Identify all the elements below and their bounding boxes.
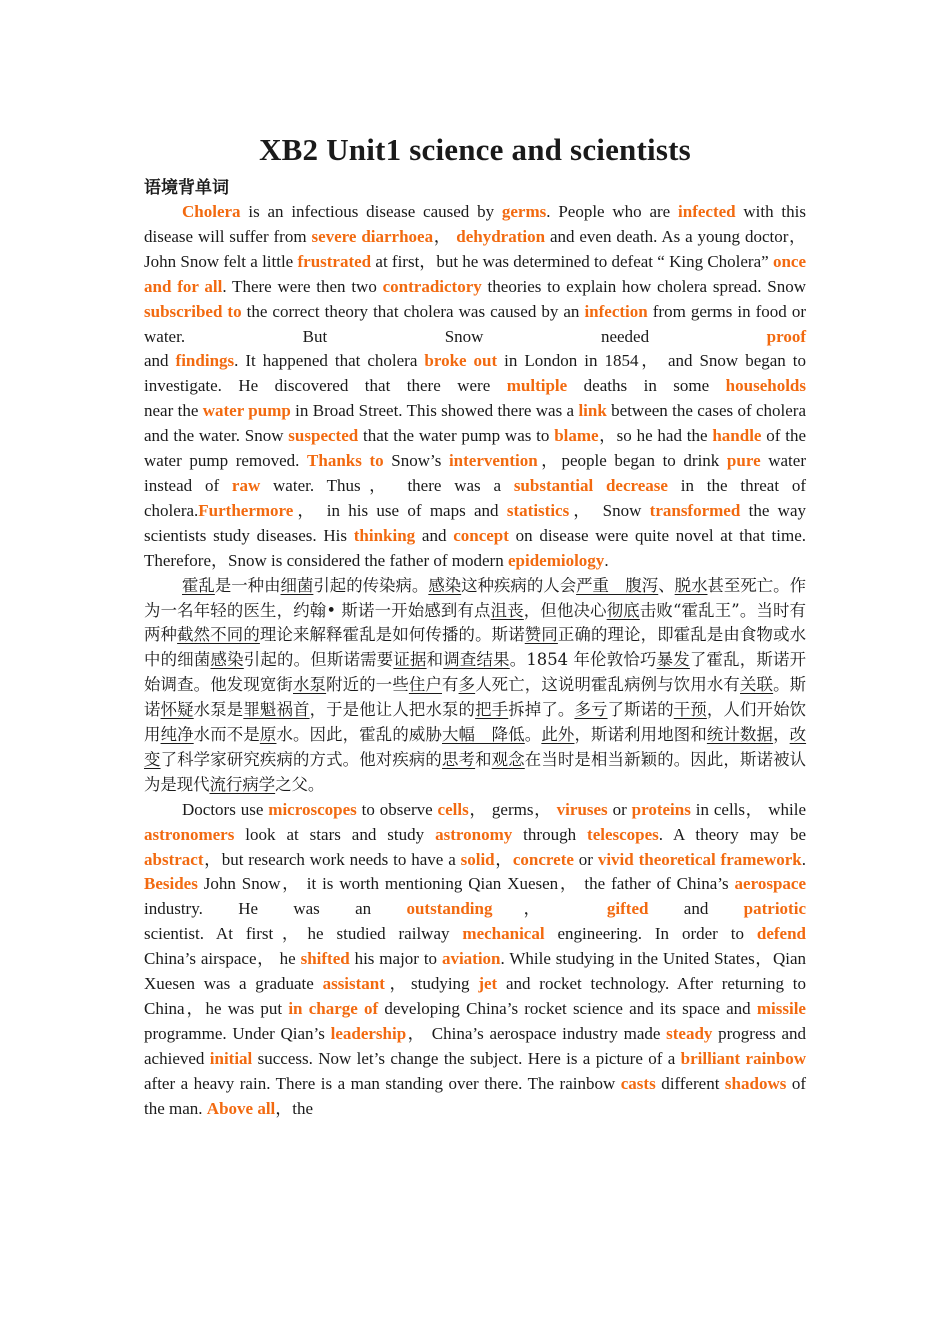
vocab-keyword: initial [209,1048,253,1068]
underlined-term: 彻底 [606,600,640,620]
underlined-term: 细菌 [280,575,314,595]
text-run: is an infectious disease caused by [240,202,502,221]
text-run: ， [773,725,790,745]
text-run: 水。因此，霍乱的威胁 [276,725,442,745]
text-run: 了霍乱，斯诺开始调查。他发现宽街 [144,650,807,695]
vocab-keyword: multiple [506,376,568,396]
text-run: or [573,849,598,869]
vocab-keyword: contradictory [382,276,482,296]
text-run: after a heavy rain. There is a man standing over there. The rainbow [144,1073,621,1093]
vocab-keyword: concrete [512,849,574,869]
vocab-keyword: astronomy [435,824,513,844]
vocab-keyword: astronomers [144,824,235,844]
p2-block-0 [144,574,806,798]
text-run: with this disease will suffer from [144,202,806,246]
text-run: between the cases of cholera and the water. Snow [144,401,807,446]
text-run: deaths in some [567,376,726,396]
vocab-keyword: thinking [353,525,416,545]
text-run: in cells， while [690,799,806,819]
vocab-keyword: Thanks to [307,451,384,471]
text-run: and [648,899,744,919]
vocab-keyword: Above all [206,1098,276,1118]
text-run: . [801,849,806,869]
vocab-keyword: subscribed to [144,301,242,321]
text-run: ， Snow [569,500,650,520]
underlined-term: 此外 [541,725,575,745]
text-run: 附近的一些 [326,675,409,695]
text-run: ， [492,899,607,919]
vocab-keyword: Furthermore [198,500,294,520]
vocab-keyword: findings [175,351,235,371]
text-run: and even death. As a young doctor，John Snow felt a little [144,226,807,271]
text-run: his major to [349,949,442,969]
text-run: ， China’s aerospace industry made [406,1023,667,1043]
text-run: ， germs， [468,799,557,819]
vocab-keyword: shifted [300,949,350,969]
text-run: theories to explain how cholera spread. Snow [481,276,806,296]
underlined-term: 怀疑 [160,700,194,720]
text-run: ，but research work needs to have a [203,849,461,869]
underlined-term: 感染 [210,650,244,670]
vocab-keyword: telescopes [587,824,659,844]
text-run: of the man. [144,1073,806,1118]
text-run: engineering. In order to [544,924,757,944]
text-run: 甚至死亡。作为一名年轻的医生，约翰• 斯诺一开始感到有点 [144,575,806,620]
underlined-term: 霍乱 [182,575,215,595]
vocab-keyword: gifted [606,899,649,919]
vocab-keyword: broke out [424,351,498,371]
text-run: industry. He was an [144,899,407,919]
text-run: 水泵是 [193,700,244,720]
vocab-keyword: microscopes [268,799,357,819]
document-page [144,128,806,1122]
p3-block-2 [144,947,806,1121]
vocab-keyword: outstanding [406,899,493,919]
vocab-keyword: frustrated [297,251,372,271]
text-run: ，于是他让人把水泵的 [309,700,476,720]
text-run: 理论来解释霍乱是如何传播的。斯诺 [259,625,525,645]
text-run: 是一种由 [214,575,281,595]
vocab-keyword: epidemiology [507,550,605,570]
text-run: to observe [356,799,438,819]
vocab-keyword: brilliant rainbow [680,1048,806,1068]
text-run: . A theory may be [658,824,806,844]
text-run: 之父。 [275,774,325,794]
underlined-term: 水泵 [293,675,327,695]
text-run: ， [494,849,513,869]
text-run: 拆掉了。 [508,700,575,720]
p1-block-0 [144,200,806,349]
vocab-keyword: viruses [556,799,608,819]
text-run: . It happened that cholera [234,351,425,371]
underlined-term: 关联 [740,675,774,695]
text-run: in Broad Street. This showed there was a [290,401,579,421]
vocab-keyword: intervention [448,451,538,471]
vocab-keyword: infection [584,301,648,321]
vocab-keyword: in charge of [288,999,379,1018]
p3-block-1 [144,922,806,947]
text-run: 和 [426,650,444,670]
text-run: ，斯诺利用地图和 [574,725,707,745]
text-run: the way scientists study diseases. His [144,500,807,545]
text-run: Snow’s [383,451,449,471]
document-title: XB2 Unit1 science and scientists [259,132,691,167]
text-run: at first，but he was determined to defeat “ King Cholera” [371,251,773,271]
text-run: 在当时是相当新颖的。因此，斯诺被认为是现代 [144,749,807,794]
text-run: . People who are [546,202,679,221]
text-run: 和 [475,749,492,769]
vocab-keyword: Besides [144,874,198,894]
text-run: 。斯诺 [144,675,807,720]
underlined-term: 统计数据 [706,725,774,745]
text-run: 。1854 年伦敦恰巧 [509,650,657,670]
vocab-keyword: germs [501,202,547,221]
underlined-term: 观念 [491,749,525,769]
vocab-keyword: aerospace [734,874,806,894]
underlined-term: 感染 [428,575,462,595]
underlined-term: 原 [259,725,277,745]
text-run: near the [144,401,203,421]
underlined-term: 截然不同的 [177,625,260,645]
vocab-keyword: proteins [631,799,691,819]
vocab-keyword: raw [231,475,261,495]
vocab-keyword: patriotic [743,899,806,919]
vocab-keyword: handle [712,426,762,446]
text-run: ，人们开始饮用 [144,700,807,745]
text-run: 人死亡，这说明霍乱病例与饮用水有 [475,675,740,695]
text-run: and rocket technology. After returning to China，he was put [144,974,807,1018]
underlined-term: 调查结果 [443,650,510,670]
vocab-keyword: assistant [322,974,385,994]
text-run: success. Now let’s change the subject. Here is a picture of a [252,1048,681,1068]
vocab-keyword: severe diarrhoea [311,226,434,246]
text-run: ，the [275,1098,314,1118]
vocab-keyword: casts [620,1073,656,1093]
vocab-keyword: concept [453,525,509,545]
vocab-keyword: mechanical [462,924,545,944]
text-run: 引起的。但斯诺需要 [243,650,394,670]
vocab-keyword: blame [554,426,599,446]
vocab-keyword: jet [478,974,498,994]
underlined-term: 暴发 [656,650,690,670]
text-run: developing China’s rocket science and its space and [378,999,757,1018]
underlined-term: 沮丧 [490,600,524,620]
vocab-keyword: suspected [288,426,359,446]
text-run: 、 [658,575,675,595]
text-run: or [607,799,632,819]
vocab-keyword: aviation [441,949,501,969]
text-run: ， in his use of maps and [293,500,507,520]
document-body [144,200,806,1122]
vocab-keyword: defend [756,924,806,944]
text-run: ，people began to drink [537,451,727,471]
vocab-keyword: leadership [330,1023,407,1043]
text-run: ， [433,226,457,246]
text-run: and [415,525,454,545]
vocab-keyword: cells [437,799,469,819]
vocab-keyword: water pump [202,401,291,421]
vocab-keyword: Cholera [182,202,241,221]
underlined-term: 纯净 [160,725,194,745]
text-run: progress and achieved [144,1023,806,1068]
p3-block-0 [144,798,806,923]
text-run: 水而不是 [193,725,260,745]
text-run: John Snow， it is worth mentioning Qian Xuesen， the father of China’s [197,874,735,894]
underlined-term: 赞同 [524,625,558,645]
vocab-keyword: missile [756,999,806,1018]
vocab-keyword: dehydration [456,226,546,246]
underlined-term: 大幅 降低 [442,725,525,745]
text-run: of the water pump removed. [144,426,807,471]
text-run: that the water pump was to [358,426,555,446]
text-run: in London in 1854， and Snow began to investigate. He discovered that there were [144,351,807,396]
text-run: scientist. At first，he studied railway [144,924,463,944]
text-run: ，但他决心 [523,600,607,620]
text-run: 击败“霍乱王”。当时有两种 [144,600,806,645]
underlined-term: 严重 腹泻 [576,575,659,595]
text-run: 正确的理论，即霍乱是由食物或水中的细菌 [144,625,807,670]
text-run: and [144,351,176,371]
p1-block-1 [144,349,806,399]
underlined-term: 把手 [475,700,509,720]
p1-block-2 [144,399,806,573]
vocab-keyword: pure [726,451,761,471]
text-run: . [604,550,609,570]
text-run: the correct theory that cholera was caused by an [241,301,585,321]
vocab-keyword: substantial decrease [513,475,668,495]
underlined-term: 住户 [408,675,442,695]
underlined-term: 罪魁祸首 [243,700,310,720]
text-run: 有 [442,675,459,695]
vocab-keyword: shadows [724,1073,787,1093]
text-run: 了斯诺的 [607,700,674,720]
vocab-keyword: households [725,376,806,396]
text-run: 这种疾病的人会 [461,575,577,595]
text-run: water instead of [144,451,806,495]
vocab-keyword: statistics [506,500,570,520]
text-run: 。 [524,725,542,745]
vocab-keyword: proof [766,326,806,346]
text-run: 了科学家研究疾病的方式。他对疾病的 [160,749,442,769]
text-run: water. Thus， there was a [260,475,514,495]
text-run: China’s airspace， he [144,949,301,969]
text-run: through [512,824,588,844]
underlined-term: 多亏 [574,700,608,720]
text-run: programme. Under Qian’s [144,1023,331,1043]
text-run: ，so he had the [598,426,713,446]
underlined-term: 干预 [673,700,707,720]
vocab-keyword: solid [460,849,495,869]
text-run: on disease were quite novel at that time. Therefore，Snow is considered the father of modern [144,525,807,570]
text-run: 引起的传染病。 [313,575,429,595]
text-run: in the threat of cholera. [144,475,806,520]
underlined-term: 改变 [144,725,807,769]
underlined-term: 思考 [441,749,476,769]
vocab-keyword: infected [678,202,736,221]
text-run: . While studying in the United States，Qian Xuesen was a graduate [144,949,806,994]
text-run: ，studying [384,974,479,994]
vocab-keyword: transformed [649,500,741,520]
text-run: different [655,1073,725,1093]
section-heading: 语境背单词 [144,178,229,197]
text-run: Doctors use [182,799,269,819]
vocab-keyword: link [578,401,607,421]
vocab-keyword: vivid theoretical framework [597,849,802,869]
underlined-term: 多 [458,675,476,695]
vocab-keyword: steady [666,1023,713,1043]
text-run: from germs in food or water. But Snow needed [144,301,806,346]
vocab-keyword: once and for all [144,251,806,296]
underlined-term: 脱水 [674,575,708,595]
text-run: look at stars and study [234,824,436,844]
text-run: . There were then two [222,276,383,296]
vocab-keyword: abstract [144,849,204,869]
underlined-term: 证据 [393,650,427,670]
underlined-term: 流行病学 [209,774,276,794]
